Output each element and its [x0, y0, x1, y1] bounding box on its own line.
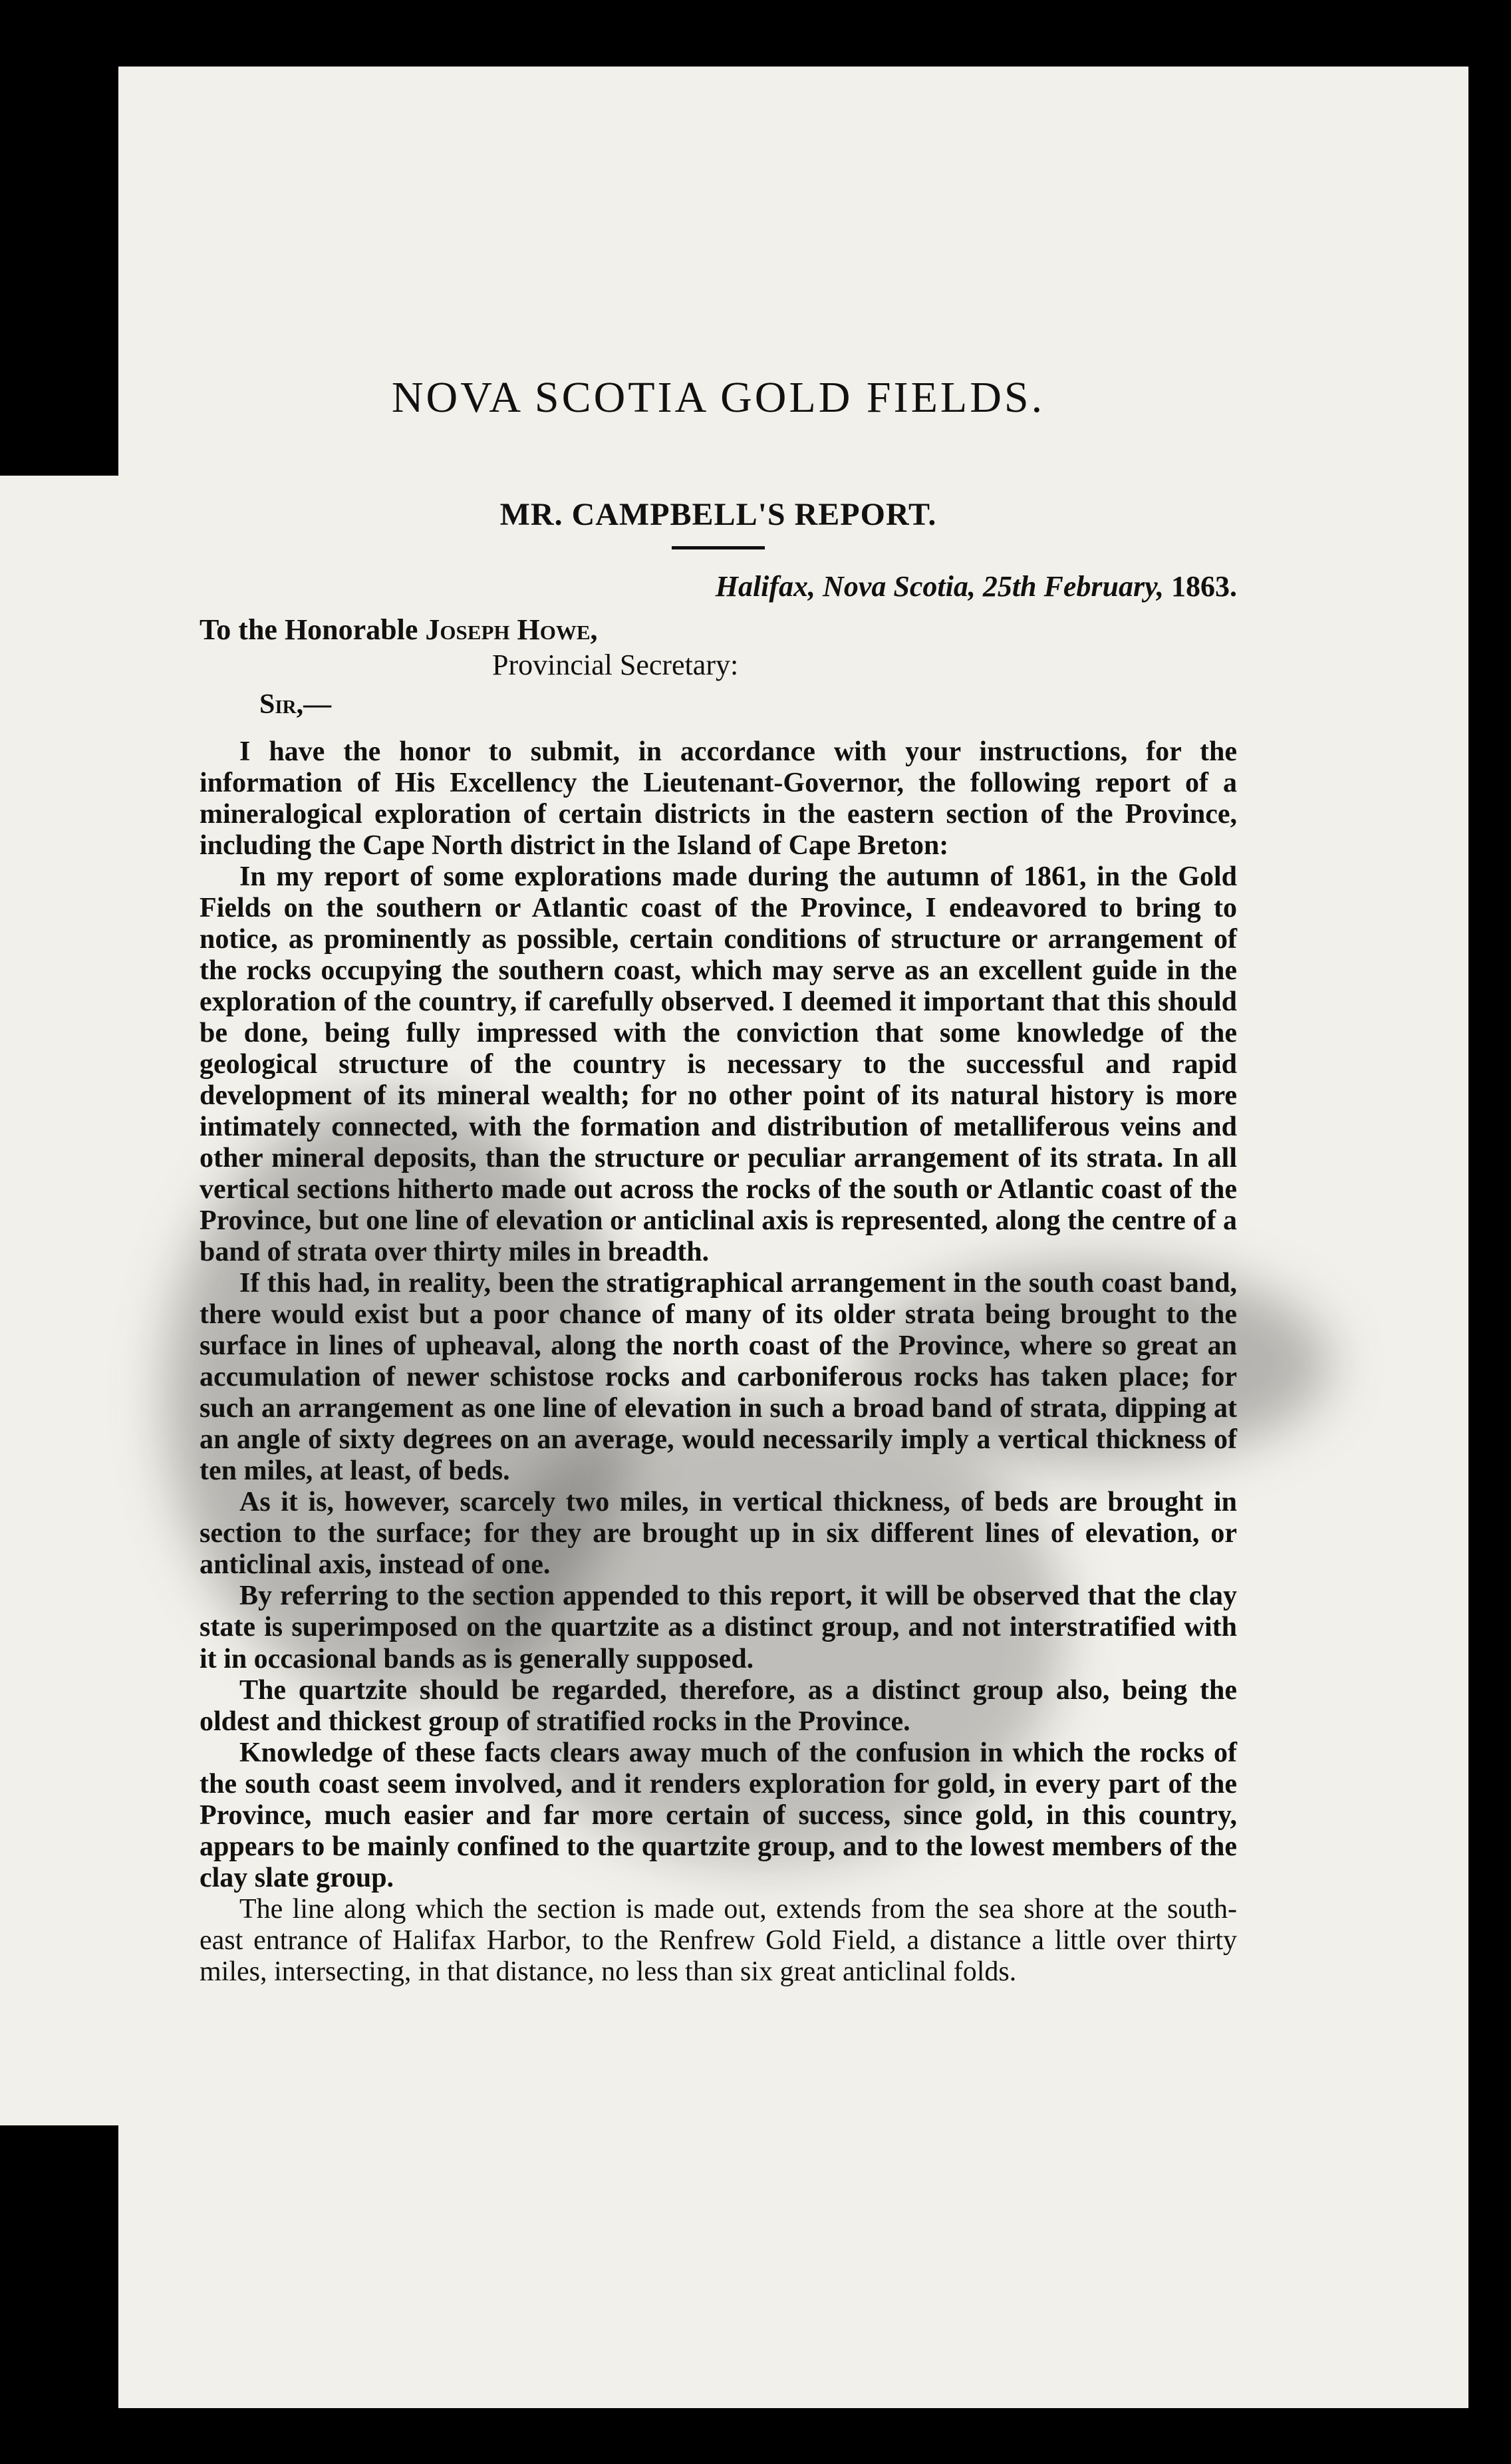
addressee-prefix: To the Honorable [200, 613, 418, 646]
paragraph-4: As it is, however, scarcely two miles, in vertical thickness, of beds are brought in section to the surface; for they are brought up in six different lines of elevation, or anticlinal axis, instead of one. [200, 1487, 1237, 1581]
addressee-title: Provincial Secretary: [492, 648, 739, 681]
salutation: Sir,— [259, 689, 332, 720]
paragraph-3: If this had, in reality, been the stratigraphical arrangement in the south coast band, there would exist but a poor chance of many of its older strata being brought to the surface in lines of upheaval, along the north coast of the Province, where so great an accumulation of newer schistose rocks and carboniferous rocks has taken place; for such an arrangement as one line of elevation in such a broad band of strata, dipping at an angle of sixty degrees on an average, would necessarily imply a vertical thickness of ten miles, at least, of beds. [200, 1268, 1237, 1487]
paragraph-8: The line along which the section is made out, extends from the sea shore at the south-east entrance of Halifax Harbor, to the Renfrew Gold Field, a distance a little over thirty miles, intersecting, in that distance, no less than six great anticlinal folds. [200, 1893, 1237, 1987]
paragraph-5: By referring to the section appended to this report, it will be observed that the clay state is superimposed on the quartzite as a distinct group, and not interstratified with it in occasional bands as is generally supposed. [200, 1581, 1237, 1674]
dateline-year: 1863. [1171, 570, 1237, 603]
paper-sheet-edge [0, 476, 133, 2125]
document-title: NOVA SCOTIA GOLD FIELDS. [391, 373, 1045, 422]
addressee-name: Joseph Howe, [425, 613, 598, 646]
dateline-place: Halifax, Nova Scotia, 25th February, [715, 570, 1164, 603]
paragraph-1: I have the honor to submit, in accordance with your instructions, for the information of His Excellency the Lieutenant-Governor, the following report of a mineralogical exploration of certain districts in the eastern section of the Province, including the Cape North district in the Island of Cape Breton: [200, 736, 1237, 861]
document-body [200, 346, 1237, 1988]
paragraph-7: Knowledge of these facts clears away much of the confusion in which the rocks of the south coast seem involved, and it renders exploration for gold, in every part of the Province, much easier and far more certain of success, since gold, in this country, appears to be mainly confined to the quartzite group, and to the lowest members of the clay slate group. [200, 1737, 1237, 1893]
report-subtitle: MR. CAMPBELL'S REPORT. [499, 497, 937, 532]
paragraph-2: In my report of some explorations made during the autumn of 1861, in the Gold Fields on the southern or Atlantic coast of the Province, I endeavored to bring to notice, as prominently as possible, certain conditions of structure or arrangement of the rocks occupying the southern coast, which may serve as an excellent guide in the exploration of the country, if carefully observed. I deemed it important that this should be done, being fully impressed with the conviction that some knowledge of the geological structure of the country is necessary to the successful and rapid development of its mineral wealth; for no other point of its natural history is more intimately connected, with the formation and distribution of metalliferous veins and other mineral deposits, than the structure or peculiar arrangement of its strata. In all vertical sections hitherto made out across the rocks of the south or Atlantic coast of the Province, but one line of elevation or anticlinal axis is represented, along the centre of a band of strata over thirty miles in breadth. [200, 861, 1237, 1268]
addressee-line [200, 613, 1237, 648]
paragraph-6: The quartzite should be regarded, therefore, as a distinct group also, being the oldest and thickest group of stratified rocks in the Province. [200, 1674, 1237, 1737]
dateline [200, 569, 1237, 603]
title-rule [672, 546, 765, 549]
